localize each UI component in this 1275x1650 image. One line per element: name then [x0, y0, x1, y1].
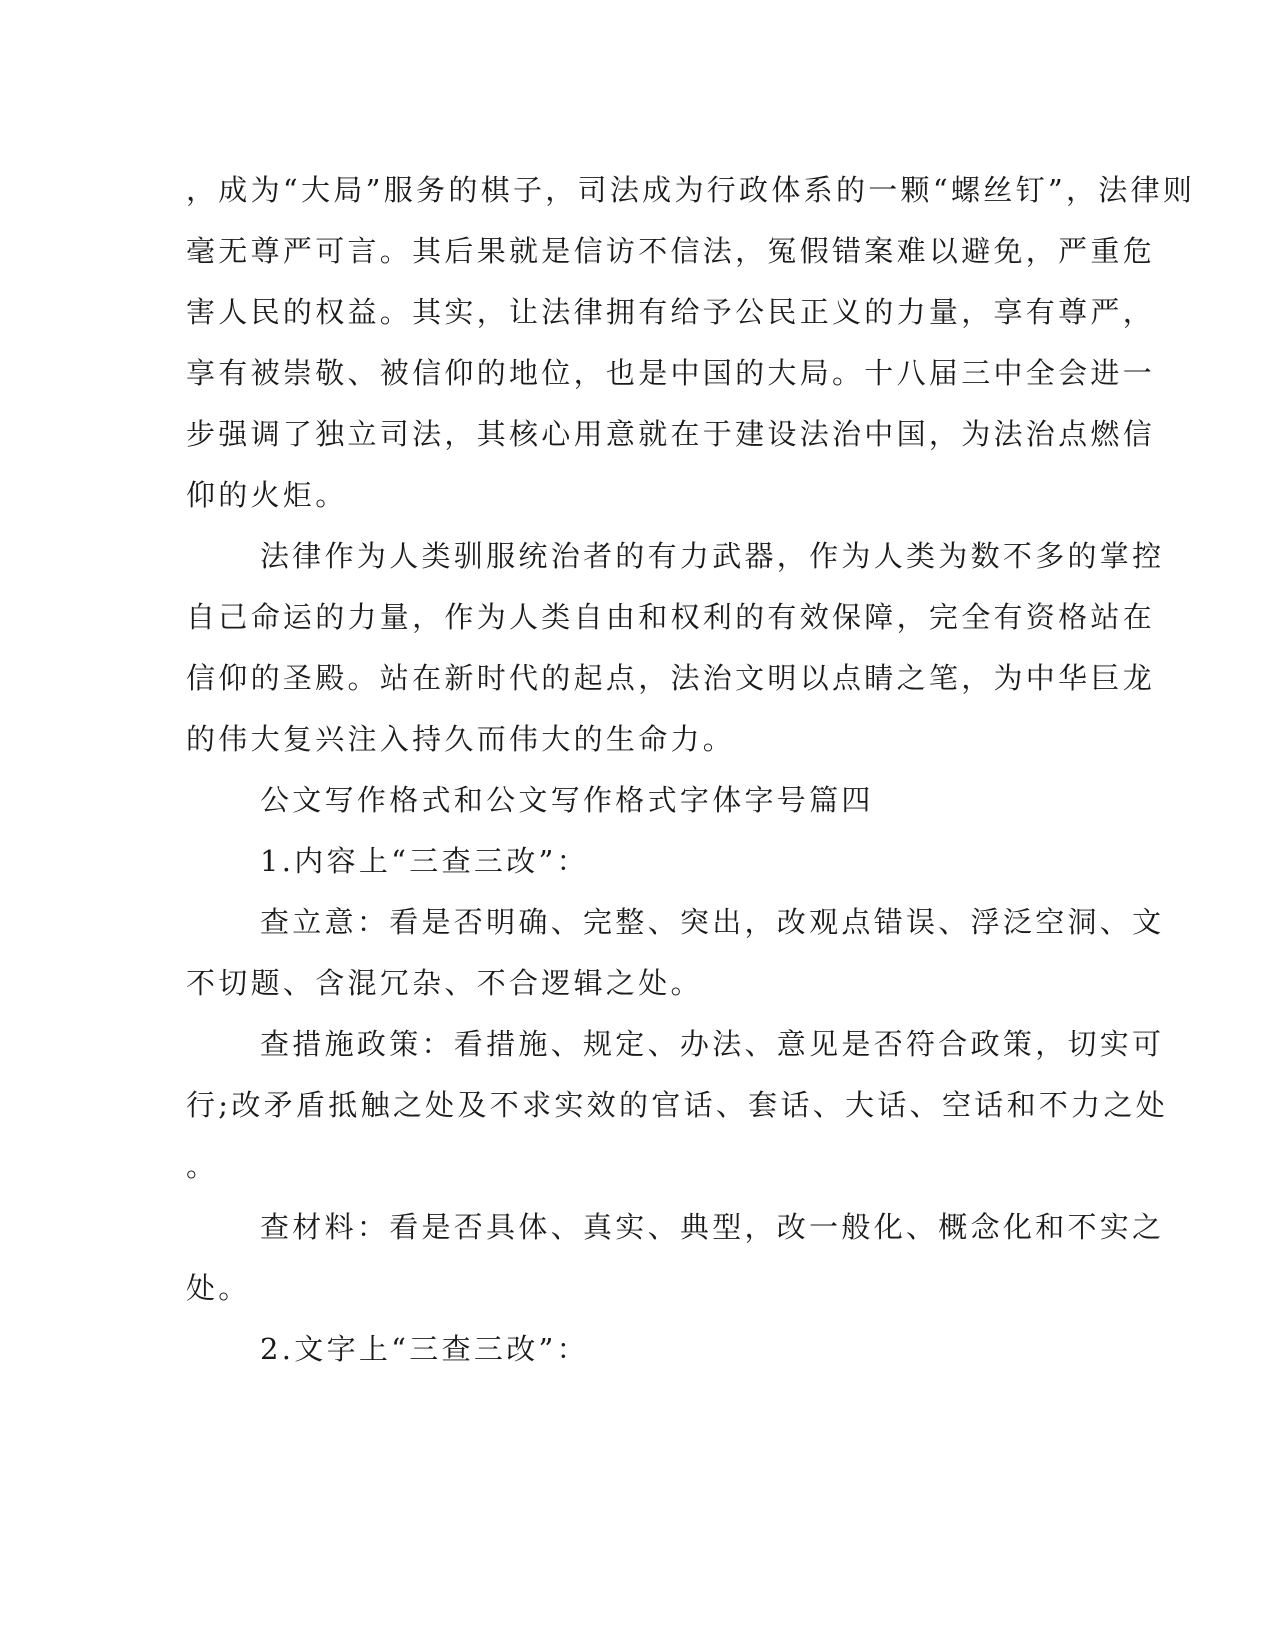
text-line: 1.内容上“三查三改”：	[260, 844, 589, 878]
text-line: 行;改矛盾抵触之处及不求实效的官话、套话、大话、空话和不力之处	[186, 1088, 1169, 1122]
text-line: ，成为“大局”服务的棋子，司法成为行政体系的一颗“螺丝钉”，法律则	[186, 173, 1196, 207]
section-heading	[186, 770, 1066, 831]
text-line: 法律作为人类驯服统治者的有力武器，作为人类为数不多的掌控	[260, 539, 1165, 573]
paragraph	[186, 526, 1165, 770]
paragraph	[186, 160, 1196, 526]
text-line: 步强调了独立司法，其核心用意就在于建设法治中国，为法治点燃信	[186, 417, 1156, 451]
text-line: 不切题、含混冗杂、不合逻辑之处。	[186, 966, 703, 1000]
text-line: 的伟大复兴注入持久而伟大的生命力。	[186, 722, 736, 756]
text-line: 。	[186, 1149, 219, 1183]
text-line: 害人民的权益。其实，让法律拥有给予公民正义的力量，享有尊严，	[186, 295, 1156, 329]
text-line: 2.文字上“三查三改”：	[260, 1332, 589, 1366]
paragraph	[186, 892, 1165, 1014]
text-line: 信仰的圣殿。站在新时代的起点，法治文明以点睛之笔，为中华巨龙	[186, 661, 1156, 695]
document-body	[186, 160, 1196, 1380]
text-line: 查措施政策：看措施、规定、办法、意见是否符合政策，切实可	[260, 1027, 1165, 1061]
text-line: 仰的火炬。	[186, 478, 348, 512]
paragraph	[186, 1197, 1165, 1319]
paragraph	[186, 1014, 1169, 1197]
text-line: 查材料：看是否具体、真实、典型，改一般化、概念化和不实之	[260, 1210, 1165, 1244]
text-line: 享有被崇敬、被信仰的地位，也是中国的大局。十八届三中全会进一	[186, 356, 1156, 390]
text-line: 公文写作格式和公文写作格式字体字号篇四	[260, 783, 874, 817]
text-line: 自己命运的力量，作为人类自由和权利的有效保障，完全有资格站在	[186, 600, 1156, 634]
subheading	[186, 831, 1066, 892]
subheading	[186, 1319, 1066, 1380]
text-line: 查立意：看是否明确、完整、突出，改观点错误、浮泛空洞、文	[260, 905, 1165, 939]
text-line: 处。	[186, 1271, 251, 1305]
text-line: 毫无尊严可言。其后果就是信访不信法，冤假错案难以避免，严重危	[186, 234, 1156, 268]
